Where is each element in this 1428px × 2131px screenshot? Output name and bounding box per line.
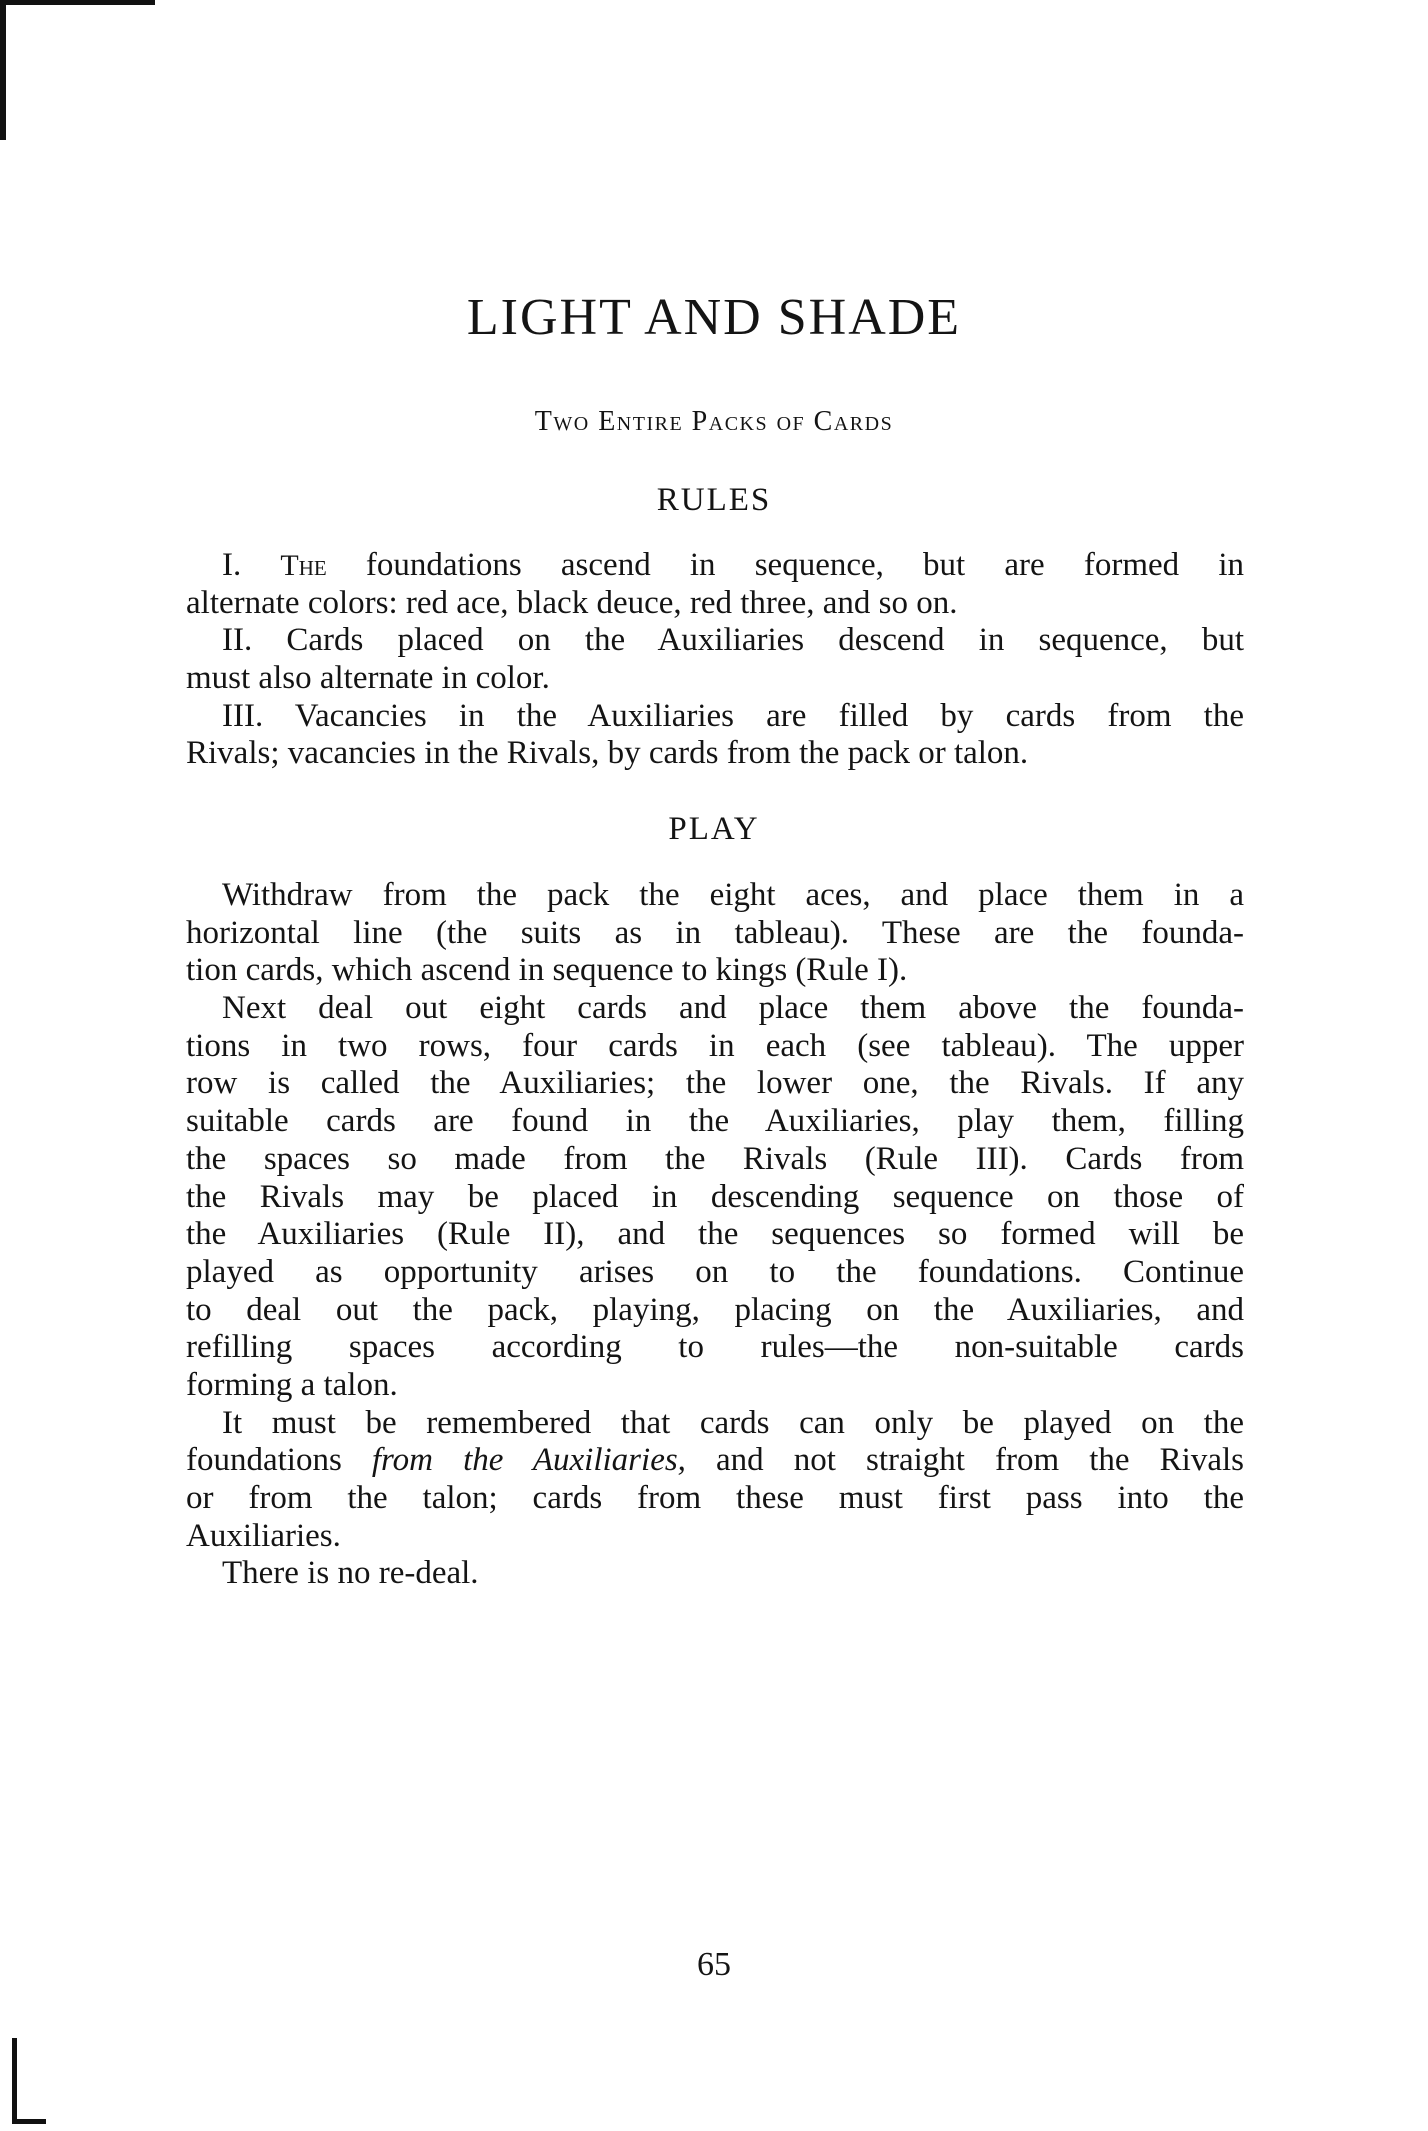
- play-p1-line-3: tion cards, which ascend in sequence to kings (Rule I).: [186, 952, 908, 989]
- rule-3-line-2: Rivals; vacancies in the Rivals, by cards from the pack or talon.: [186, 735, 1029, 772]
- crop-mark-bottom-left: [12, 2038, 17, 2124]
- page-number: 65: [697, 1946, 731, 1983]
- rule-3-line-1: III. Vacancies in the Auxiliaries are filled by cards from the: [222, 697, 1244, 734]
- play-p2-line-8: played as opportunity arises on to the foundations. Continue: [186, 1253, 1244, 1290]
- play-p2-line-5: the spaces so made from the Rivals (Rule III). Cards from: [186, 1140, 1244, 1177]
- rules-heading: RULES: [656, 482, 772, 518]
- play-p2-line-3: row is called the Auxiliaries; the lower one, the Rivals. If any: [186, 1065, 1244, 1102]
- crop-mark-top-left-bar: [0, 0, 155, 5]
- crop-mark-top-left: [0, 0, 6, 140]
- play-p2-line-10: refilling spaces according to rules—the non-suitable cards: [186, 1329, 1244, 1366]
- play-p2-line-4: suitable cards are found in the Auxiliaries, play them, filling: [186, 1103, 1244, 1140]
- rule-1-number: I.: [222, 547, 281, 583]
- play-p3-line-2: [186, 1442, 1244, 1480]
- play-p2-line-11: forming a talon.: [186, 1366, 398, 1403]
- play-p2-line-1: Next deal out eight cards and place them above the founda-: [222, 990, 1244, 1027]
- page-subtitle: Two Entire Packs of Cards: [534, 406, 894, 437]
- rule-1-text: foundations ascend in sequence, but are formed in: [326, 547, 1244, 583]
- play-p2-line-9: to deal out the pack, playing, placing on the Auxiliaries, and: [186, 1291, 1244, 1328]
- play-p1-line-1: Withdraw from the pack the eight aces, and place them in a: [222, 877, 1244, 913]
- play-text: [186, 877, 1244, 1593]
- crop-mark-bottom-left-bar: [12, 2119, 46, 2124]
- rule-2-line-1: II. Cards placed on the Auxiliaries descend in sequence, but: [222, 622, 1244, 659]
- play-p3-line-4: Auxiliaries.: [186, 1517, 341, 1554]
- play-p4-line-1: There is no re-deal.: [222, 1555, 479, 1592]
- play-p2-line-2: tions in two rows, four cards in each (see tableau). The upper: [186, 1027, 1244, 1064]
- play-p3-text-a: foundations: [186, 1442, 372, 1479]
- rule-1-line-1: [186, 547, 1244, 585]
- play-p3-line-1: It must be remembered that cards can only be played on the: [222, 1404, 1244, 1441]
- rule-1-line-2: alternate colors: red ace, black deuce, red three, and so on.: [186, 584, 958, 621]
- rules-list: [186, 547, 1244, 773]
- play-p3-text-b: and not straight from the Rivals: [685, 1442, 1244, 1479]
- play-heading: PLAY: [668, 811, 760, 847]
- play-p3-line-3: or from the talon; cards from these must first pass into the: [186, 1480, 1244, 1516]
- page-title: LIGHT AND SHADE: [466, 289, 962, 346]
- play-p2-line-6: the Rivals may be placed in descending sequence on those of: [186, 1178, 1244, 1215]
- play-p3-italic-phrase: from the Auxiliaries,: [371, 1442, 686, 1479]
- play-p1-line-2: horizontal line (the suits as in tableau). These are the founda-: [186, 914, 1244, 951]
- play-p2-line-7: the Auxiliaries (Rule II), and the sequences so formed will be: [186, 1216, 1244, 1253]
- rule-1-initial-word: The: [280, 549, 327, 582]
- rule-2-line-2: must also alternate in color.: [186, 660, 550, 697]
